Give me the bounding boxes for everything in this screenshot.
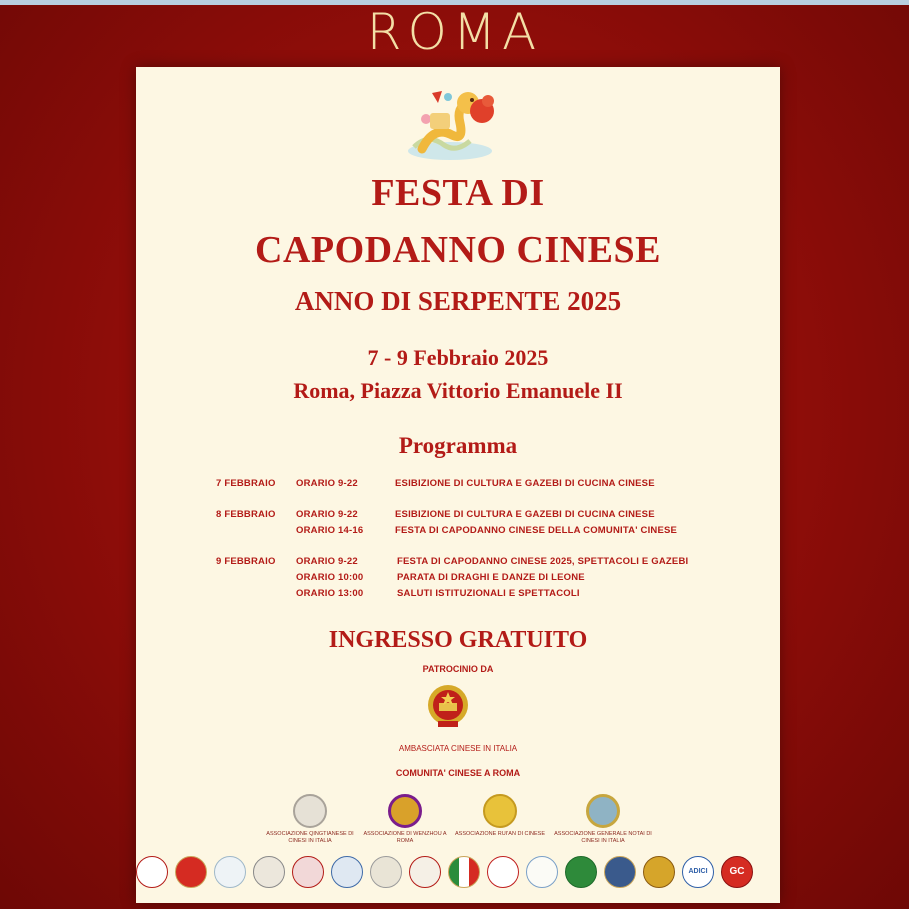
partner-logo-icon [292,856,324,888]
program-event: ESIBIZIONE DI CULTURA E GAZEBI DI CUCINA CINESE [395,478,655,489]
program-time: ORARIO 10:00 [296,572,364,583]
embassy-name: AMBASCIATA CINESE IN ITALIA [398,744,518,753]
program-event: FESTA DI CAPODANNO CINESE DELLA COMUNITA' CINESE [395,525,678,536]
partner-logo-icon [370,856,402,888]
community-label: COMUNITA' CINESE A ROMA [395,768,521,778]
subtitle: ANNO DI SERPENTE 2025 [294,286,622,316]
program-time: ORARIO 13:00 [296,588,364,599]
association-logo-icon [483,794,517,828]
partner-logo-icon [253,856,285,888]
partner-logo-icon [214,856,246,888]
title-line-2: CAPODANNO CINESE [255,229,661,271]
partner-logo-icon [604,856,636,888]
program-event: ESIBIZIONE DI CULTURA E GAZEBI DI CUCINA CINESE [395,509,655,520]
patronage-label: PATROCINIO DA [422,664,494,674]
association-name: ASSOCIAZIONE QINGTIANESE DI CINESI IN ITALIA [266,831,354,844]
association-logo-icon [293,794,327,828]
partner-logo-icon [331,856,363,888]
partner-logo-icon [409,856,441,888]
city-title: ROMA [366,3,543,61]
program-time: ORARIO 14-16 [296,525,364,536]
association-logo-icon [388,794,422,828]
partner-logo-icon [487,856,519,888]
embassy-emblem-icon [426,683,470,729]
snake-mascot-icon [404,89,500,165]
program-title: Programma [398,433,518,458]
association-name: ASSOCIAZIONE GENERALE NOTAI DI CINESI IN ITALIA [554,831,652,844]
partner-logo-icon [643,856,675,888]
event-location: Roma, Piazza Vittorio Emanuele II [293,378,623,403]
association-logo-icon [586,794,620,828]
partner-logo-adici: ADICI [682,856,714,888]
partner-logo-gc: GC [721,856,753,888]
partner-logo-icon [526,856,558,888]
program-time: ORARIO 9-22 [296,509,358,520]
program-event: FESTA DI CAPODANNO CINESE 2025, SPETTACOLI E GAZEBI [397,556,689,567]
partner-logo-icon [565,856,597,888]
event-dates: 7 - 9 Febbraio 2025 [367,345,549,370]
entry-note: INGRESSO GRATUITO [328,627,588,653]
association-name: ASSOCIAZIONE RUI'AN DI CINESE [455,831,545,837]
association-name: ASSOCIAZIONE DI WENZHOU A ROMA [363,831,447,844]
program-event: SALUTI ISTITUZIONALI E SPETTACOLI [397,588,580,599]
program-day: 8 FEBBRAIO [216,509,276,520]
partner-logo-icon [175,856,207,888]
partner-logo-icon [448,856,480,888]
program-event: PARATA DI DRAGHI E DANZE DI LEONE [397,572,585,583]
program-day: 7 FEBBRAIO [216,478,276,489]
program-day: 9 FEBBRAIO [216,556,276,567]
program-time: ORARIO 9-22 [296,478,358,489]
title-line-1: FESTA DI [371,172,545,214]
partner-logo-icon [136,856,168,888]
program-time: ORARIO 9-22 [296,556,358,567]
event-poster [136,67,780,903]
